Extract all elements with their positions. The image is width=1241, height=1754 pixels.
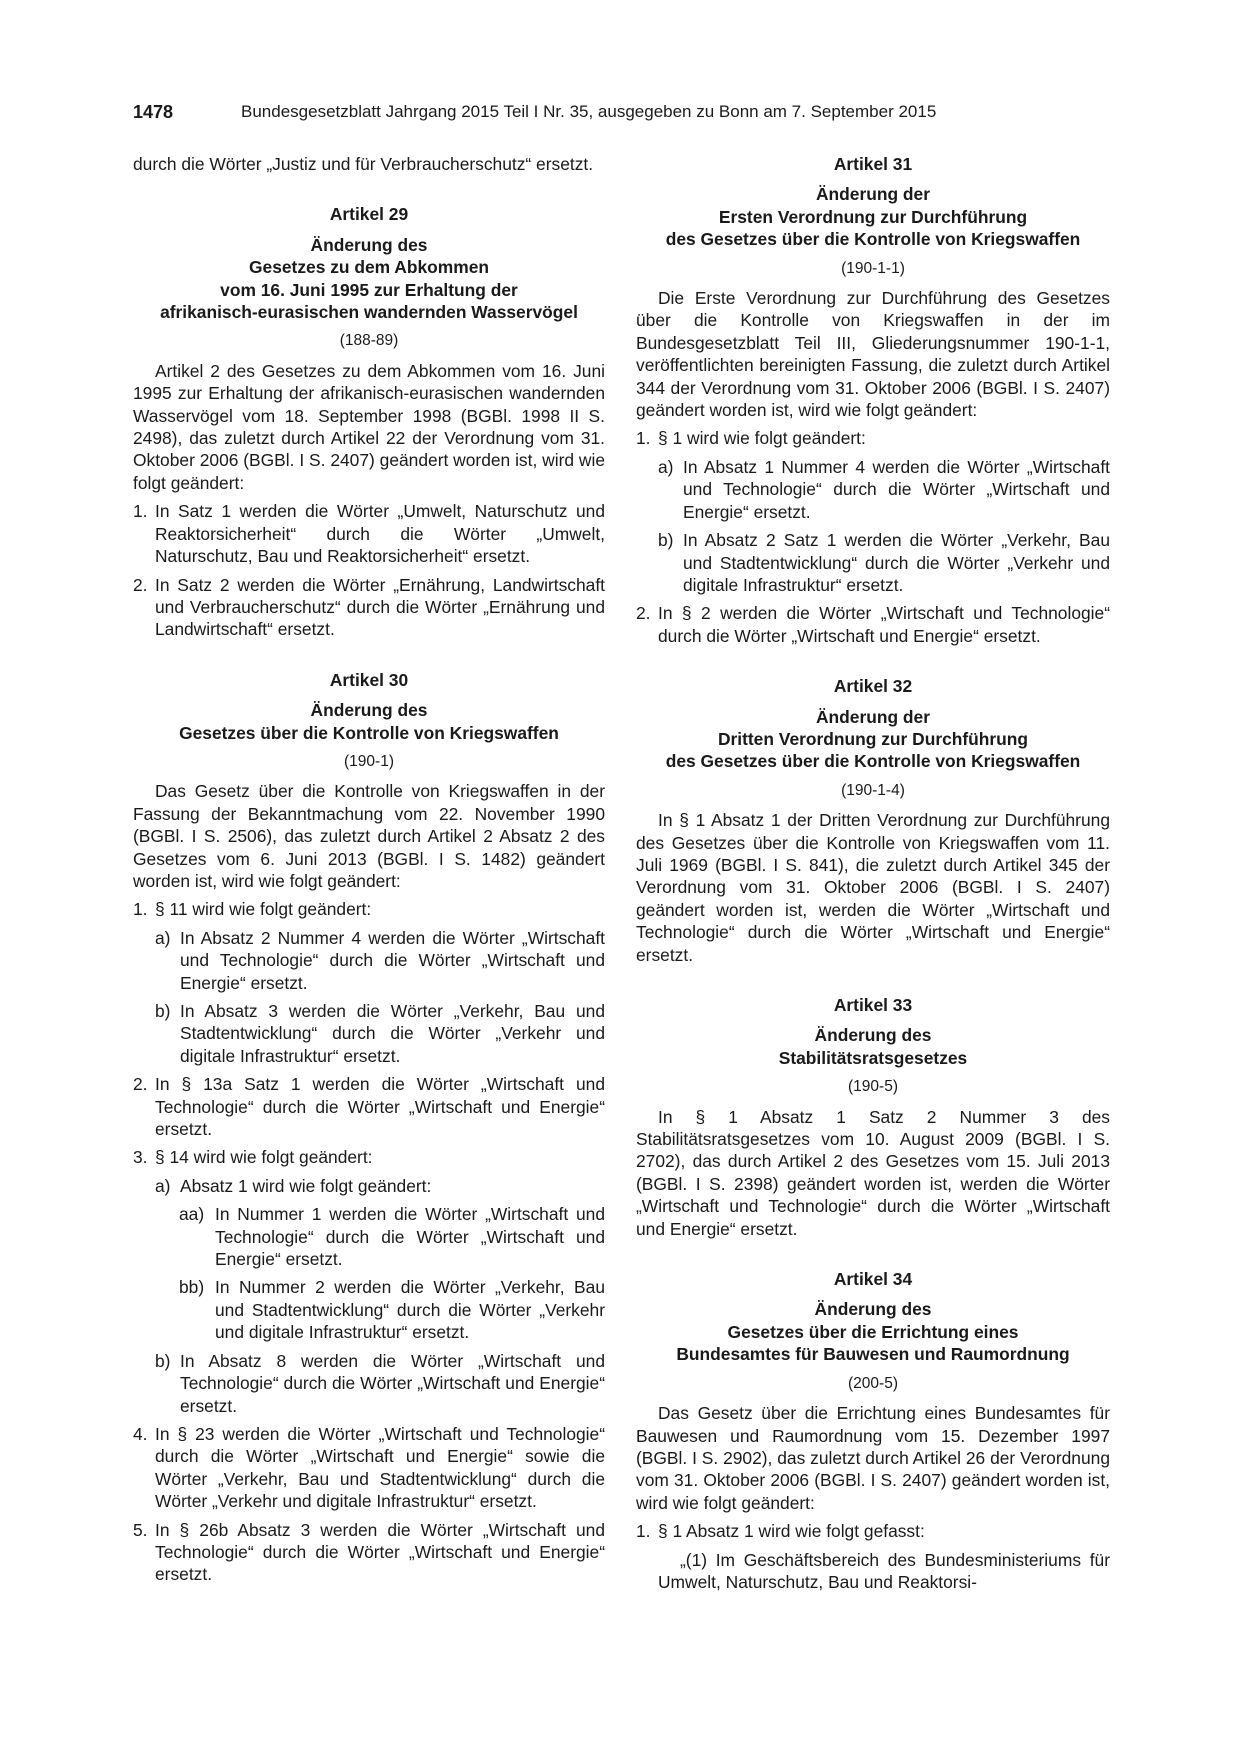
item-label: b) [155,1001,171,1021]
item-label: 2. [636,603,651,624]
item-label: b) [658,530,674,551]
item-label: 1. [636,1521,651,1542]
list-subsubitem [133,1276,605,1343]
article-title: Artikel 32 [833,676,913,697]
page-header [133,101,1033,124]
list-subsubitem [133,1203,605,1270]
article-34 [636,1268,1110,1593]
article-title: Artikel 29 [329,204,409,225]
item-text: Absatz 1 wird wie folgt geändert: [180,1175,432,1196]
item-text: In Satz 2 werden die Wörter „Ernährung, Landwirtschaft und Verbraucherschutz“ durch die Wörter „Ernährung und Landwirtschaft“ ersetzt. [155,574,605,640]
heading-line: vom 16. Juni 1995 zur Erhaltung der [220,279,518,300]
heading-line: Stabilitätsratsgesetzes [778,1047,968,1068]
fna-number: (200-5) [848,1374,898,1392]
article-title: Artikel 33 [833,995,913,1015]
article-title: Artikel 34 [833,1269,913,1290]
list-item [636,1520,1110,1542]
item-text: In § 26b Absatz 3 werden die Wörter „Wirtschaft und Technologie“ durch die Wörter „Wirtschaft und Energie“ ersetzt. [155,1519,605,1585]
article-heading [636,1298,1110,1365]
item-text: In Absatz 2 Satz 1 werden die Wörter „Verkehr, Bau und Stadtentwicklung“ durch die Wörter „Verkehr und digitale Infrastruktur“ ersetzt. [683,530,1110,595]
list-item [133,898,605,920]
item-label: a) [155,1175,171,1196]
list-item [636,427,1110,449]
heading-line: Gesetzes zu dem Abkommen [249,257,489,278]
article-heading [636,183,1110,250]
item-label: 2. [133,1074,148,1095]
article-heading [636,706,1110,773]
article-body: Das Gesetz über die Kontrolle von Kriegswaffen in der Fassung der Bekanntmachung vom 22. November 1990 (BGBl. I S. 2506), das zuletzt durch Artikel 2 Absatz 2 des Gesetzes vom 6. Juni 2013 (BGBl. I S. 1482) geändert worden ist, wird wie folgt geändert: [133,781,605,891]
item-label: 2. [133,574,148,595]
item-label: 1. [133,501,148,522]
item-label: 1. [636,428,651,449]
item-text: In Satz 1 werden die Wörter „Umwelt, Naturschutz und Reaktorsicherheit“ durch die Wörter „Umwelt, Naturschutz, Bau und Reaktorsicherheit“ ersetzt. [155,501,605,567]
article-30 [133,669,605,1586]
item-text: In § 13a Satz 1 werden die Wörter „Wirtschaft und Technologie“ durch die Wörter „Wirtschaft und Energie“ ersetzt. [155,1074,605,1140]
list-subitem [133,927,605,994]
heading-line: Änderung der [815,184,930,205]
article-33 [636,994,1110,1240]
article-body: In § 1 Absatz 1 Satz 2 Nummer 3 des Stabilitätsratsgesetzes vom 10. August 2009 (BGBl. I S. 2702), das durch Artikel 2 des Gesetzes vom 15. Juli 2013 (BGBl. I S. 2398) geändert worden ist, werden die Wörter „Wirtschaft und Technologie“ durch die Wörter „Wirtschaft und Energie“ ersetzt. [636,1106,1110,1239]
article-32 [636,675,1110,966]
article-heading [636,1024,1110,1069]
fna-number: (188-89) [339,332,399,350]
left-column [133,153,605,1586]
item-label: aa) [179,1204,205,1225]
list-item [133,1146,605,1168]
item-text: In Nummer 2 werden die Wörter „Verkehr, Bau und Stadtentwicklung“ durch die Wörter „Verkehr und digitale Infrastruktur“ ersetzt. [215,1277,605,1343]
continuation-text: durch die Wörter „Justiz und für Verbraucherschutz“ ersetzt. [133,154,594,174]
running-header: Bundesgesetzblatt Jahrgang 2015 Teil I Nr. 35, ausgegeben zu Bonn am 7. September 2015 [241,102,937,121]
list-item [133,1073,605,1140]
heading-line: Änderung des [814,1299,932,1320]
item-text: In Absatz 2 Nummer 4 werden die Wörter „Wirtschaft und Technologie“ durch die Wörter „Wirtschaft und Energie“ ersetzt. [180,927,605,993]
fna-number: (190-1-1) [841,259,905,277]
article-29 [133,203,605,640]
item-text: In Absatz 3 werden die Wörter „Verkehr, Bau und Stadtentwicklung“ durch die Wörter „Verkehr und digitale Infrastruktur“ ersetzt. [180,1001,605,1066]
item-text: § 11 wird wie folgt geändert: [155,899,372,920]
heading-line: Gesetzes über die Errichtung eines [727,1321,1019,1342]
item-label: b) [155,1350,171,1371]
heading-line: des Gesetzes über die Kontrolle von Kriegswaffen [665,751,1081,772]
fna-number: (190-5) [848,1078,898,1096]
list-item [133,500,605,567]
item-label: a) [155,927,171,948]
heading-line: Gesetzes über die Kontrolle von Kriegswaffen [179,722,559,743]
item-text: In § 2 werden die Wörter „Wirtschaft und Technologie“ durch die Wörter „Wirtschaft und Energie“ ersetzt. [658,603,1110,646]
list-subitem [133,1000,605,1067]
article-title: Artikel 30 [329,669,409,690]
item-label: 1. [133,899,148,920]
article-title: Artikel 31 [833,154,913,174]
item-label: bb) [179,1277,205,1298]
heading-line: Änderung des [310,234,428,255]
list-item [133,1519,605,1586]
list-subitem [636,529,1110,596]
heading-line: des Gesetzes über die Kontrolle von Kriegswaffen [665,229,1081,250]
heading-line: Änderung der [815,706,930,727]
item-text: In Nummer 1 werden die Wörter „Wirtschaft und Technologie“ durch die Wörter „Wirtschaft und Energie“ ersetzt. [215,1204,605,1270]
list-item [133,574,605,641]
article-body: Artikel 2 des Gesetzes zu dem Abkommen vom 16. Juni 1995 zur Erhaltung der afrikanisch-eurasischen wandernden Wasservögel vom 18. September 1998 (BGBl. 1998 II S. 2498), das zuletzt durch Artikel 22 der Verordnung vom 31. Oktober 2006 (BGBl. I S. 2407) geändert worden ist, wird wie folgt geändert: [133,360,605,493]
list-item [636,602,1110,647]
list-subitem [636,456,1110,523]
heading-line: Ersten Verordnung zur Durchführung [718,206,1028,227]
right-column [636,153,1110,1593]
item-text: § 1 wird wie folgt geändert: [658,428,866,449]
item-text: In Absatz 8 werden die Wörter „Wirtschaft und Technologie“ durch die Wörter „Wirtschaft und Energie“ ersetzt. [180,1350,605,1416]
list-subitem [133,1350,605,1417]
heading-line: Dritten Verordnung zur Durchführung [717,728,1029,749]
item-text: § 1 Absatz 1 wird wie folgt gefasst: [658,1521,925,1542]
fna-number: (190-1) [344,752,394,770]
fna-number: (190-1-4) [841,781,905,799]
item-label: 4. [133,1423,148,1444]
list-item [133,1423,605,1513]
page-number: 1478 [133,102,174,122]
heading-line: Änderung des [310,700,428,721]
item-label: 5. [133,1519,148,1540]
article-heading [133,234,605,324]
article-heading [133,699,605,744]
article-31 [636,153,1110,647]
article-body: Das Gesetz über die Errichtung eines Bundesamtes für Bauwesen und Raumordnung vom 15. Dezember 1997 (BGBl. I S. 2902), das zuletzt durch Artikel 26 der Verordnung vom 31. Oktober 2006 (BGBl. I S. 2407) geändert worden ist, wird wie folgt geändert: [636,1403,1110,1513]
quoted-text: „(1) Im Geschäftsbereich des Bundesministeriums für Umwelt, Naturschutz, Bau und Reaktorsi- [658,1549,1110,1592]
heading-line: afrikanisch-eurasischen wandernden Wasservögel [160,302,578,323]
item-label: 3. [133,1147,148,1168]
item-text: § 14 wird wie folgt geändert: [155,1147,373,1168]
heading-line: Änderung des [814,1025,932,1046]
article-body: In § 1 Absatz 1 der Dritten Verordnung zur Durchführung des Gesetzes über die Kontrolle von Kriegswaffen vom 11. Juli 1969 (BGBl. I S. 841), die zuletzt durch Artikel 345 der Verordnung vom 31. Oktober 2006 (BGBl. I S. 2407) geändert worden ist, werden die Wörter „Wirtschaft und Technologie“ durch die Wörter „Wirtschaft und Energie“ ersetzt. [636,810,1110,965]
article-body: Die Erste Verordnung zur Durchführung des Gesetzes über die Kontrolle von Kriegswaffen in der im Bundesgesetzblatt Teil III, Gliederungsnummer 190-1-1, veröffentlichten bereinigten Fassung, die zuletzt durch Artikel 344 der Verordnung vom 31. Oktober 2006 (BGBl. I S. 2407) geändert worden ist, wird wie folgt geändert: [636,288,1110,421]
item-text: In Absatz 1 Nummer 4 werden die Wörter „Wirtschaft und Technologie“ durch die Wörter „Wirtschaft und Energie“ ersetzt. [683,456,1110,522]
item-label: a) [658,456,674,477]
item-text: In § 23 werden die Wörter „Wirtschaft und Technologie“ durch die Wörter „Wirtschaft und Energie“ sowie die Wörter „Verkehr, Bau und Stadtentwicklung“ durch die Wörter „Verkehr und digitale Infrastruktur“ ersetzt. [155,1423,605,1512]
heading-line: Bundesamtes für Bauwesen und Raumordnung [676,1344,1070,1365]
list-subitem [133,1175,605,1197]
